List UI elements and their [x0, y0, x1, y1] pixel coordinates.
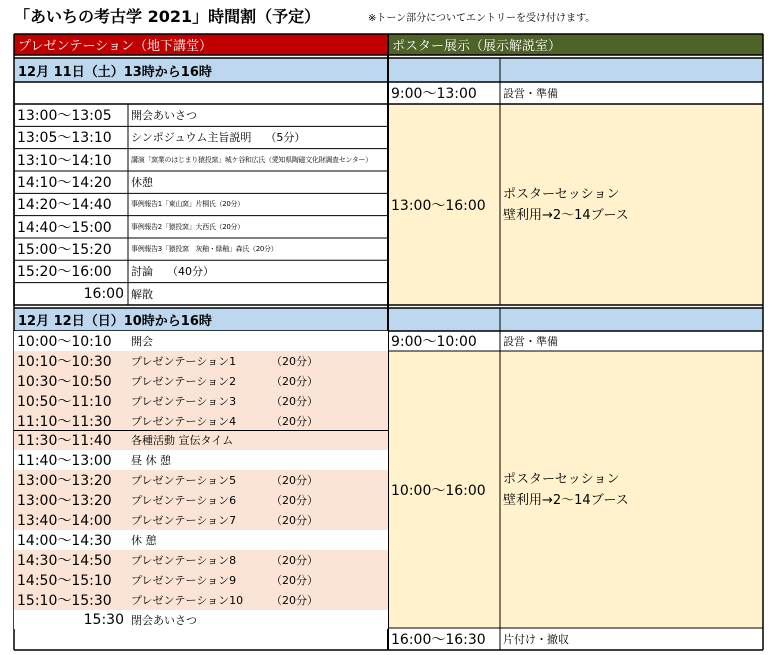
event-label: 休憩	[131, 176, 153, 190]
event-label: 昼 休 憩	[131, 454, 171, 468]
duration-label: （20分）	[271, 374, 318, 388]
time-cell: 14:20〜14:40	[17, 197, 112, 214]
time-cell: 13:00〜13:20	[14, 470, 128, 490]
event-cell	[128, 238, 388, 260]
event-cell	[128, 149, 388, 171]
event-label: プレゼンテーション9	[131, 573, 237, 587]
time-cell: 14:50〜15:10	[14, 570, 128, 590]
time-cell: 14:00〜14:30	[14, 530, 128, 550]
event-label: 講演「窯業のはじまり猿投窯」城ケ谷和広氏（愛知県陶磁文化財調査センター）	[131, 155, 372, 164]
duration-label: （20分）	[271, 474, 318, 488]
poster-time-cell: 9:00〜10:00	[391, 334, 477, 350]
duration-label: （20分）	[271, 414, 318, 428]
event-cell	[128, 371, 388, 391]
event-cell	[128, 351, 388, 371]
poster-session-label: ポスターセッション	[503, 471, 620, 487]
right-column-header: ポスター展示（展示解説室）	[392, 39, 562, 54]
left-column-header: プレゼンテーション（地下講堂）	[18, 39, 212, 54]
entry-note: ※トーン部分についてエントリーを受け付けます。	[368, 13, 596, 24]
time-cell: 11:30〜11:40	[14, 431, 128, 451]
event-label: 閉会あいさつ	[131, 613, 197, 627]
poster-session-cell	[500, 104, 763, 305]
event-label: プレゼンテーション1	[131, 354, 237, 368]
event-cell	[128, 193, 388, 215]
day2-label: 12月 12日（日）10時から16時	[18, 314, 212, 329]
event-cell	[128, 530, 388, 550]
time-cell: 10:10〜10:30	[14, 351, 128, 371]
poster-event-cell: 設営・準備	[503, 87, 558, 100]
time-cell: 15:20〜16:00	[17, 264, 112, 281]
event-cell	[128, 570, 388, 590]
event-label: 事例報告1「東山窯」片桐氏（20分）	[131, 200, 244, 209]
event-label: プレゼンテーション7	[131, 514, 237, 528]
duration-label: （20分）	[271, 394, 318, 408]
event-label: プレゼンテーション6	[131, 494, 237, 508]
event-cell	[128, 331, 388, 351]
event-label: 各種活動 宣伝タイム	[131, 434, 234, 448]
event-cell	[128, 470, 388, 490]
day2-band-right	[388, 308, 763, 331]
event-label: プレゼンテーション4	[131, 414, 237, 428]
duration-label: （20分）	[271, 573, 318, 587]
poster-session-label: ポスターセッション	[503, 186, 620, 202]
event-label: 解散	[131, 287, 153, 301]
poster-booth-label: 壁利用→2〜14ブース	[503, 207, 629, 223]
event-cell	[128, 283, 388, 305]
duration-label: （20分）	[271, 593, 318, 607]
poster-time-cell: 13:00〜16:00	[391, 197, 486, 214]
poster-session-cell	[500, 351, 763, 628]
event-cell	[128, 104, 388, 126]
event-label: シンポジュウム主旨説明	[131, 131, 252, 145]
event-cell	[128, 171, 388, 193]
day1-label: 12月 11日（土）13時から16時	[18, 64, 212, 80]
time-cell: 15:30	[14, 610, 128, 630]
event-label: プレゼンテーション10	[131, 593, 244, 607]
time-cell: 14:40〜15:00	[17, 219, 112, 236]
duration-label: （20分）	[271, 354, 318, 368]
event-cell	[128, 610, 388, 630]
event-label: 事例報告3「猿投窯 灰釉・緑釉」森氏（20分）	[131, 245, 278, 254]
event-cell	[128, 260, 388, 282]
poster-event-cell: 設営・準備	[503, 335, 558, 348]
event-label: 事例報告2「猿投窯」大西氏（20分）	[131, 222, 244, 231]
event-cell	[128, 411, 388, 431]
event-cell	[128, 490, 388, 510]
duration-label: （20分）	[271, 553, 318, 567]
event-label: プレゼンテーション8	[131, 553, 237, 567]
time-cell: 10:30〜10:50	[14, 371, 128, 391]
event-cell	[128, 216, 388, 238]
duration-label: （40分）	[167, 265, 214, 279]
event-cell	[128, 126, 388, 148]
event-label: プレゼンテーション3	[131, 394, 237, 408]
time-cell: 13:00〜13:20	[14, 490, 128, 510]
poster-event-cell: 片付け・撤収	[503, 633, 569, 646]
poster-time-cell: 16:00〜16:30	[391, 632, 486, 648]
event-cell	[128, 550, 388, 570]
event-label: プレゼンテーション2	[131, 374, 237, 388]
event-cell	[128, 431, 388, 451]
event-cell	[128, 510, 388, 530]
event-cell	[128, 391, 388, 411]
page-title: 「あいちの考古学 2021」時間割（予定）	[14, 7, 321, 26]
event-label: 休 憩	[131, 533, 157, 547]
time-cell: 13:05〜13:10	[17, 130, 112, 147]
event-label: 討論	[131, 265, 153, 279]
event-cell	[128, 450, 388, 470]
time-cell: 13:10〜14:10	[17, 152, 112, 169]
event-cell	[128, 590, 388, 610]
time-cell: 13:00〜13:05	[17, 108, 112, 125]
poster-booth-label: 壁利用→2〜14ブース	[503, 492, 629, 508]
time-cell: 10:00〜10:10	[14, 331, 128, 351]
event-label: 開会あいさつ	[131, 109, 197, 123]
duration-label: （20分）	[271, 494, 318, 508]
time-cell: 13:40〜14:00	[14, 510, 128, 530]
day1-band-right	[388, 58, 763, 82]
poster-time-cell: 10:00〜16:00	[391, 482, 486, 499]
time-cell: 11:40〜13:00	[14, 450, 128, 470]
event-label: プレゼンテーション5	[131, 474, 237, 488]
time-cell: 15:00〜15:20	[17, 242, 112, 259]
event-label: 開会	[131, 334, 153, 348]
time-cell: 14:10〜14:20	[17, 175, 112, 192]
poster-time-cell: 9:00〜13:00	[391, 86, 477, 102]
duration-label: （5分）	[265, 131, 306, 145]
time-cell: 10:50〜11:10	[14, 391, 128, 411]
time-cell: 11:10〜11:30	[14, 411, 128, 431]
time-cell: 15:10〜15:30	[14, 590, 128, 610]
duration-label: （20分）	[271, 514, 318, 528]
time-cell: 16:00	[83, 285, 124, 302]
time-cell: 14:30〜14:50	[14, 550, 128, 570]
